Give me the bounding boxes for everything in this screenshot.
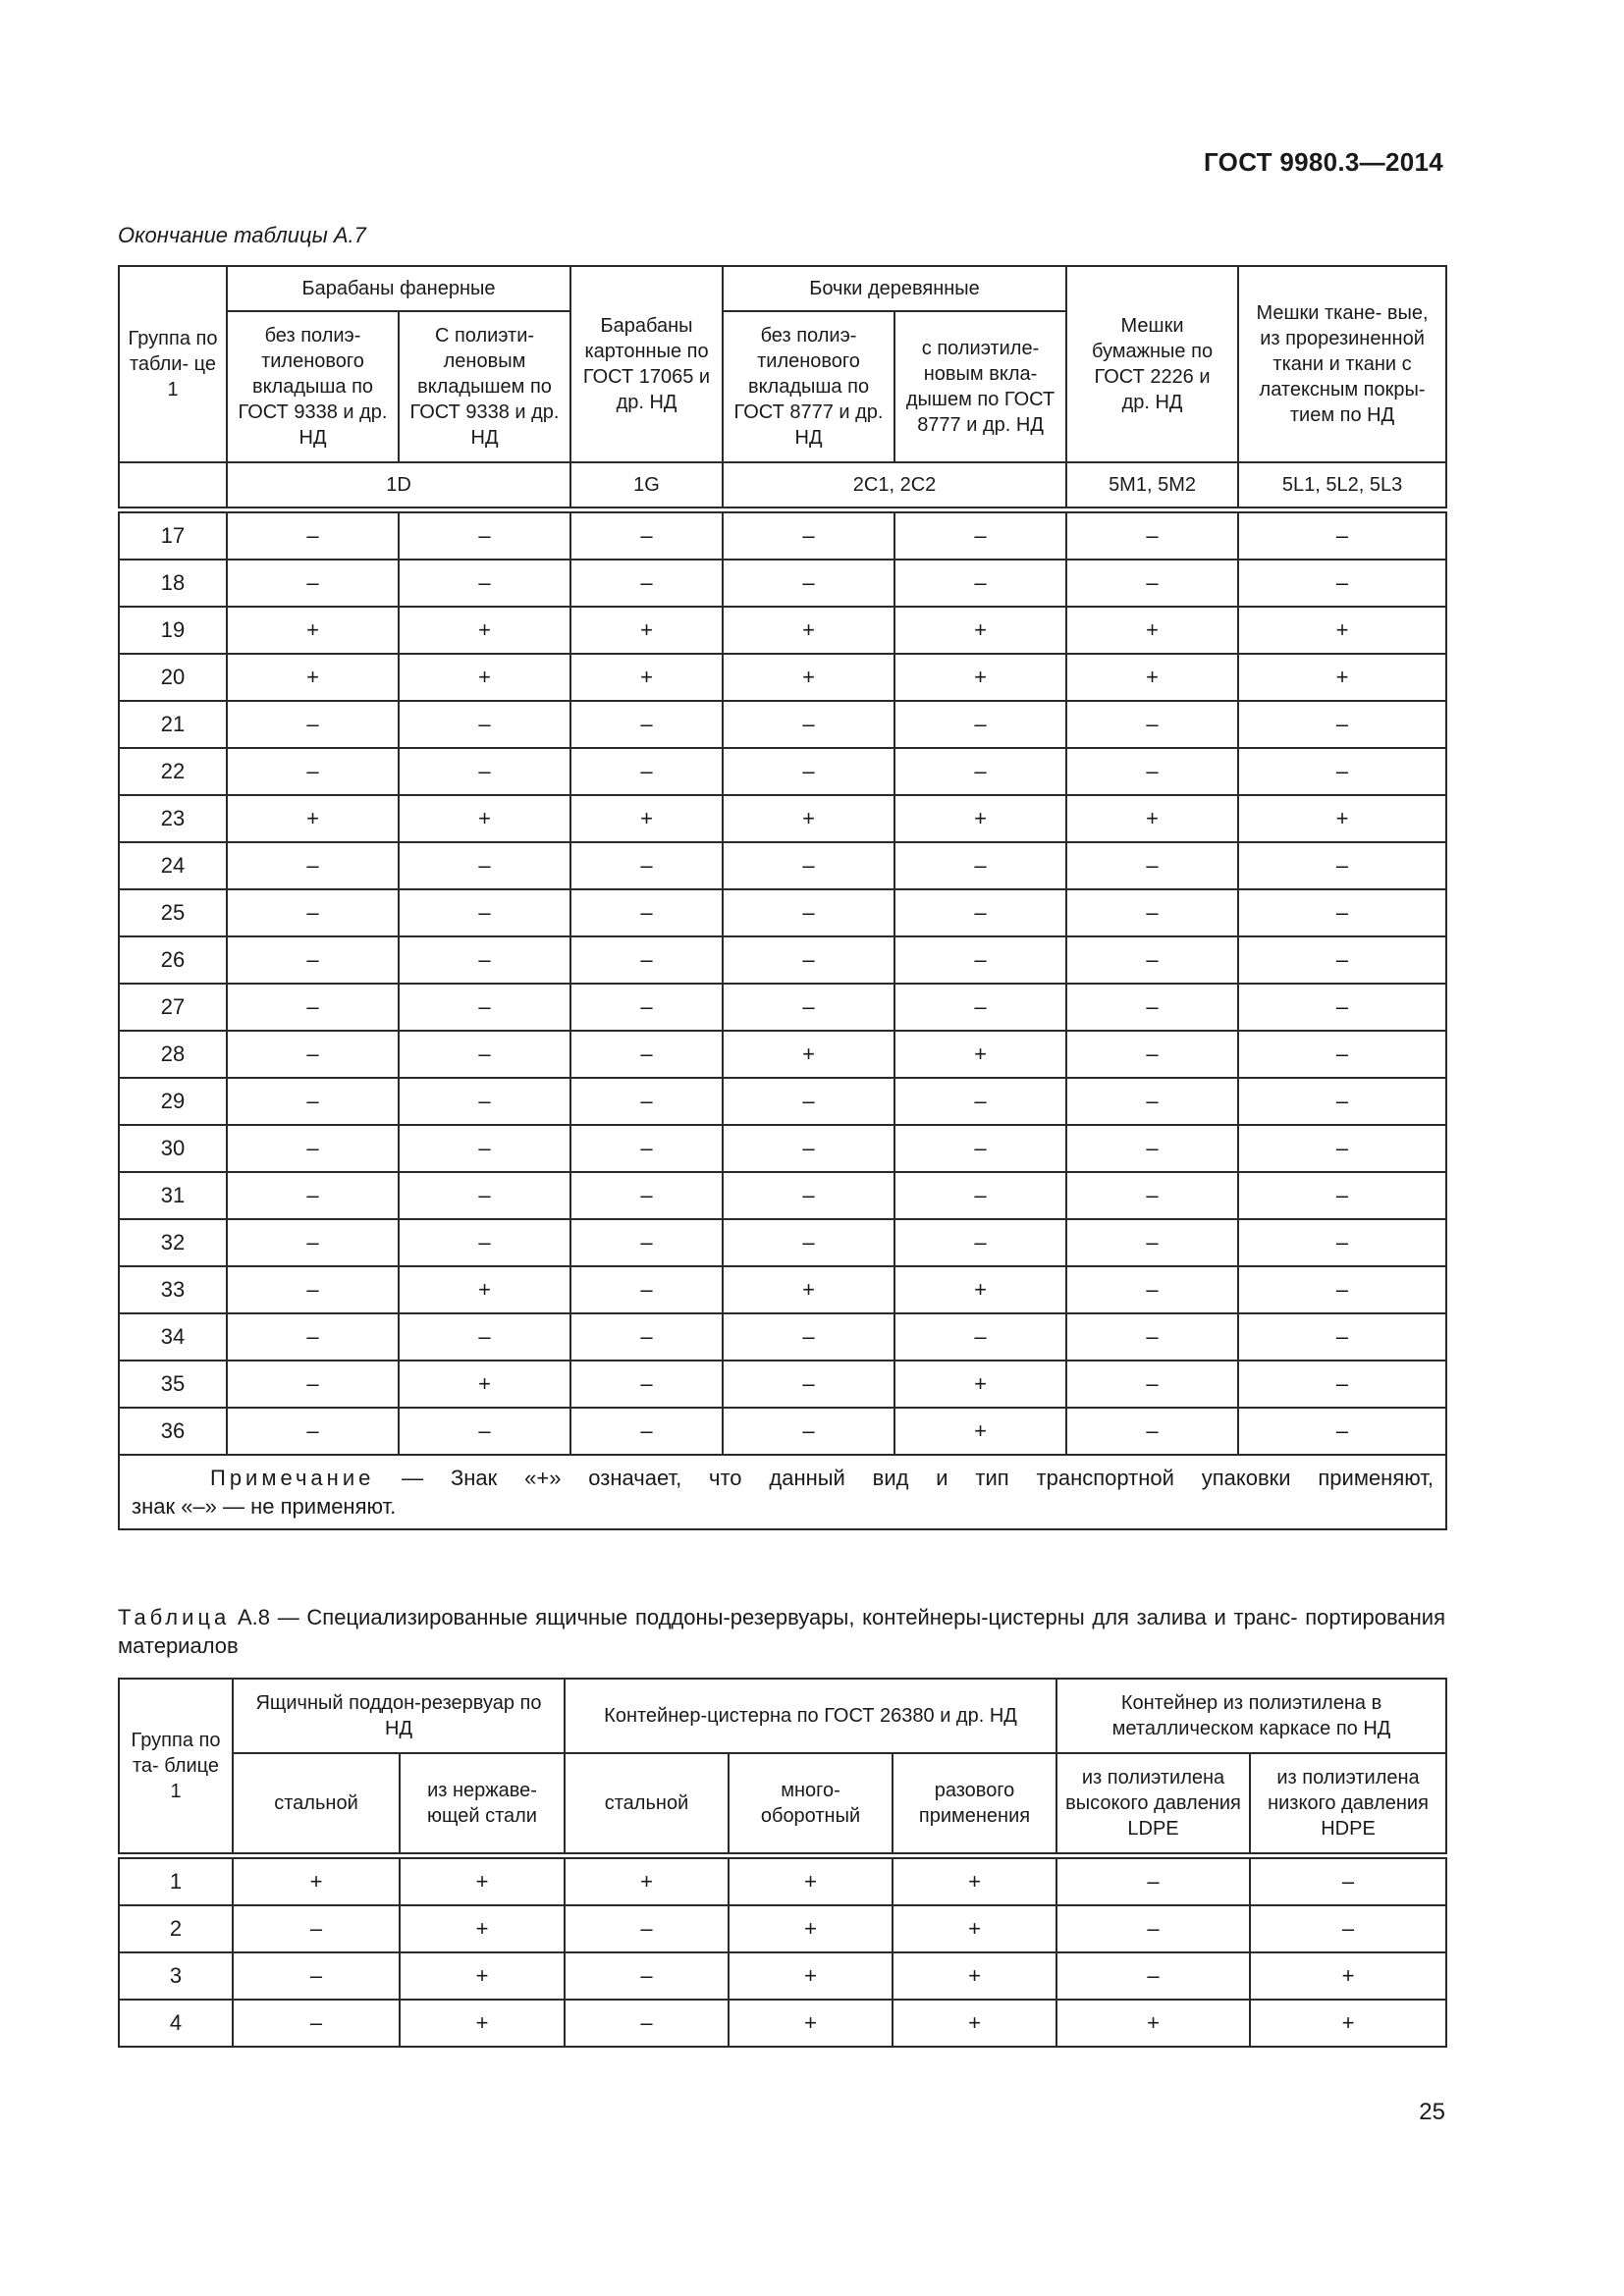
applicability-cell: + [570, 607, 723, 654]
applicability-cell: – [570, 701, 723, 748]
applicability-cell: – [570, 512, 723, 560]
page-number: 25 [1419, 2099, 1445, 2125]
applicability-cell: + [1238, 795, 1446, 842]
applicability-cell: – [723, 889, 894, 936]
code-cardboard: 1G [570, 462, 723, 507]
applicability-cell: – [1238, 512, 1446, 560]
applicability-cell: + [399, 607, 570, 654]
applicability-cell: – [1066, 1219, 1238, 1266]
col-group-poly-container: Контейнер из полиэтилена в металлическом каркасе по НД [1056, 1679, 1446, 1753]
applicability-cell: – [227, 701, 399, 748]
applicability-cell: – [399, 1172, 570, 1219]
table-row [119, 1266, 1446, 1313]
col-group-wooden-barrels: Бочки деревянные [723, 266, 1066, 311]
applicability-cell: + [723, 795, 894, 842]
note-text-line1: — Знак «+» означает, что данный вид и тип транспортной упаковки применяют, [402, 1466, 1435, 1490]
applicability-cell: + [893, 1858, 1056, 1905]
applicability-cell: – [723, 1408, 894, 1455]
applicability-cell: – [570, 889, 723, 936]
applicability-cell: + [723, 654, 894, 701]
applicability-cell: – [227, 1266, 399, 1313]
applicability-cell: – [723, 512, 894, 560]
applicability-cell: – [570, 1219, 723, 1266]
applicability-cell: – [723, 1313, 894, 1361]
applicability-cell: – [894, 1125, 1066, 1172]
applicability-cell: – [570, 1408, 723, 1455]
applicability-cell: + [893, 1905, 1056, 1952]
group-number-cell: 22 [119, 748, 227, 795]
applicability-cell: + [399, 1266, 570, 1313]
applicability-cell: – [227, 889, 399, 936]
applicability-cell: – [894, 701, 1066, 748]
applicability-cell: – [894, 889, 1066, 936]
applicability-cell: – [723, 1125, 894, 1172]
table-row [119, 1172, 1446, 1219]
applicability-cell: – [570, 1078, 723, 1125]
applicability-cell: – [1066, 1078, 1238, 1125]
applicability-cell: + [729, 2000, 893, 2047]
group-number-cell: 3 [119, 1952, 233, 2000]
applicability-cell: – [1056, 1905, 1250, 1952]
applicability-cell: – [1238, 701, 1446, 748]
group-number-cell: 34 [119, 1313, 227, 1361]
applicability-cell: – [723, 1172, 894, 1219]
applicability-cell: + [1250, 2000, 1446, 2047]
applicability-cell: + [1056, 2000, 1250, 2047]
applicability-cell: + [570, 654, 723, 701]
applicability-cell: – [1238, 1031, 1446, 1078]
table-a8-body [119, 1858, 1446, 2047]
applicability-cell: – [1238, 1125, 1446, 1172]
applicability-cell: + [893, 2000, 1056, 2047]
applicability-cell: – [570, 1361, 723, 1408]
applicability-cell: – [723, 936, 894, 984]
group-number-cell: 19 [119, 607, 227, 654]
table-row [119, 607, 1446, 654]
sub-steel-pallet: стальной [233, 1753, 400, 1853]
applicability-cell: – [1238, 984, 1446, 1031]
table-a8-caption-text: А.8 — Специализированные ящичные поддоны-резервуары, контейнеры-цистерны для залива и транс- портирования материалов [118, 1605, 1445, 1658]
table-row [119, 1313, 1446, 1361]
table-row [119, 1858, 1446, 1905]
table-row [119, 1408, 1446, 1455]
table-row [119, 1219, 1446, 1266]
table-row [119, 1361, 1446, 1408]
table-row [119, 1952, 1446, 2000]
applicability-cell: – [723, 701, 894, 748]
applicability-cell: + [894, 607, 1066, 654]
col-group-plywood-drums: Барабаны фанерные [227, 266, 570, 311]
applicability-cell: – [227, 1125, 399, 1172]
group-number-cell: 21 [119, 701, 227, 748]
applicability-cell: – [1238, 560, 1446, 607]
col-cardboard-drums: Барабаны картонные по ГОСТ 17065 и др. НД [570, 266, 723, 462]
group-number-cell: 25 [119, 889, 227, 936]
applicability-cell: – [1238, 889, 1446, 936]
applicability-cell: + [729, 1952, 893, 2000]
applicability-cell: + [227, 795, 399, 842]
applicability-cell: + [894, 654, 1066, 701]
applicability-cell: – [227, 512, 399, 560]
applicability-cell: – [1056, 1952, 1250, 2000]
applicability-cell: + [565, 1858, 729, 1905]
applicability-cell: – [227, 560, 399, 607]
applicability-cell: – [565, 2000, 729, 2047]
table-row [119, 936, 1446, 984]
applicability-cell: – [1238, 1219, 1446, 1266]
applicability-cell: + [400, 2000, 565, 2047]
sub-ldpe: из полиэтилена высокого давления LDPE [1056, 1753, 1250, 1853]
applicability-cell: – [227, 842, 399, 889]
applicability-cell: – [399, 1219, 570, 1266]
table-row [119, 889, 1446, 936]
applicability-cell: – [1238, 748, 1446, 795]
applicability-cell: – [1066, 512, 1238, 560]
applicability-cell: – [570, 1172, 723, 1219]
applicability-cell: – [723, 1078, 894, 1125]
applicability-cell: – [1066, 1031, 1238, 1078]
table-a7-caption: Окончание таблицы А.7 [118, 223, 366, 247]
table-row [119, 560, 1446, 607]
applicability-cell: – [227, 936, 399, 984]
applicability-cell: – [894, 560, 1066, 607]
group-number-cell: 27 [119, 984, 227, 1031]
applicability-cell: – [570, 1313, 723, 1361]
applicability-cell: – [399, 842, 570, 889]
code-plywood: 1D [227, 462, 570, 507]
group-number-cell: 4 [119, 2000, 233, 2047]
applicability-cell: + [1238, 607, 1446, 654]
applicability-cell: – [227, 1172, 399, 1219]
applicability-cell: – [570, 1125, 723, 1172]
applicability-cell: + [570, 795, 723, 842]
applicability-cell: – [894, 1313, 1066, 1361]
applicability-cell: – [399, 984, 570, 1031]
table-a7-note [119, 1455, 1446, 1529]
sub-stainless-pallet: из нержаве- ющей стали [400, 1753, 565, 1853]
applicability-cell: + [723, 1266, 894, 1313]
sub-hdpe: из полиэтилена низкого давления HDPE [1250, 1753, 1446, 1853]
table-row [119, 984, 1446, 1031]
applicability-cell: – [399, 1408, 570, 1455]
applicability-cell: – [233, 1952, 400, 2000]
applicability-cell: – [570, 842, 723, 889]
group-number-cell: 26 [119, 936, 227, 984]
applicability-cell: – [227, 1219, 399, 1266]
sub-reusable-tank: много- оборотный [729, 1753, 893, 1853]
group-number-cell: 29 [119, 1078, 227, 1125]
group-number-cell: 24 [119, 842, 227, 889]
group-number-cell: 32 [119, 1219, 227, 1266]
applicability-cell: + [894, 795, 1066, 842]
applicability-cell: – [399, 512, 570, 560]
applicability-cell: – [1066, 748, 1238, 795]
applicability-cell: – [399, 889, 570, 936]
applicability-cell: – [1238, 1078, 1446, 1125]
applicability-cell: + [399, 654, 570, 701]
applicability-cell: – [233, 1905, 400, 1952]
applicability-cell: + [1066, 795, 1238, 842]
applicability-cell: – [723, 842, 894, 889]
sub-steel-tank: стальной [565, 1753, 729, 1853]
applicability-cell: – [723, 1219, 894, 1266]
col-group-tank-container: Контейнер-цистерна по ГОСТ 26380 и др. НД [565, 1679, 1056, 1753]
applicability-cell: – [1066, 1361, 1238, 1408]
table-row [119, 1031, 1446, 1078]
applicability-cell: – [1066, 984, 1238, 1031]
applicability-cell: – [227, 1361, 399, 1408]
group-number-cell: 17 [119, 512, 227, 560]
applicability-cell: + [729, 1858, 893, 1905]
applicability-cell: + [894, 1031, 1066, 1078]
applicability-cell: + [1238, 654, 1446, 701]
applicability-cell: – [894, 936, 1066, 984]
sub-plywood-no-liner: без полиэ- тиленового вкладыша по ГОСТ 9338 и др. НД [227, 311, 399, 462]
group-number-cell: 31 [119, 1172, 227, 1219]
applicability-cell: + [893, 1952, 1056, 2000]
applicability-cell: – [1066, 1408, 1238, 1455]
group-number-cell: 28 [119, 1031, 227, 1078]
applicability-cell: – [1238, 936, 1446, 984]
applicability-cell: – [227, 1408, 399, 1455]
applicability-cell: – [1056, 1858, 1250, 1905]
applicability-cell: – [723, 748, 894, 795]
applicability-cell: – [1238, 1172, 1446, 1219]
applicability-cell: – [1250, 1905, 1446, 1952]
table-a8-caption [118, 1603, 1445, 1660]
applicability-cell: – [233, 2000, 400, 2047]
group-number-cell: 23 [119, 795, 227, 842]
applicability-cell: – [894, 984, 1066, 1031]
applicability-cell: + [399, 795, 570, 842]
applicability-cell: – [565, 1905, 729, 1952]
code-cell-empty [119, 462, 227, 507]
applicability-cell: + [1250, 1952, 1446, 2000]
applicability-cell: – [227, 1031, 399, 1078]
applicability-cell: – [570, 560, 723, 607]
sub-wood-liner: с полиэтиле- новым вкла- дышем по ГОСТ 8777 и др. НД [894, 311, 1066, 462]
table-row [119, 2000, 1446, 2047]
applicability-cell: – [399, 936, 570, 984]
code-fabric: 5L1, 5L2, 5L3 [1238, 462, 1446, 507]
col-paper-bags: Мешки бумажные по ГОСТ 2226 и др. НД [1066, 266, 1238, 462]
note-text-line2: знак «–» — не применяют. [132, 1494, 397, 1519]
col-fabric-bags: Мешки ткане- вые, из прорезиненной ткани и ткани с латексным покры- тием по НД [1238, 266, 1446, 462]
sub-wood-no-liner: без полиэ- тиленового вкладыша по ГОСТ 8777 и др. НД [723, 311, 894, 462]
table-row [119, 512, 1446, 560]
applicability-cell: – [1238, 1266, 1446, 1313]
applicability-cell: + [894, 1266, 1066, 1313]
group-number-cell: 1 [119, 1858, 233, 1905]
applicability-cell: – [723, 560, 894, 607]
applicability-cell: – [399, 1031, 570, 1078]
table-a8-caption-label: Таблица [118, 1605, 231, 1629]
applicability-cell: – [894, 1172, 1066, 1219]
applicability-cell: – [1238, 1408, 1446, 1455]
sub-plywood-liner: С полиэти- леновым вкладышем по ГОСТ 9338 и др. НД [399, 311, 570, 462]
group-number-cell: 20 [119, 654, 227, 701]
applicability-cell: – [565, 1952, 729, 2000]
applicability-cell: + [1066, 607, 1238, 654]
table-row [119, 842, 1446, 889]
group-number-cell: 30 [119, 1125, 227, 1172]
applicability-cell: – [399, 560, 570, 607]
applicability-cell: – [570, 1031, 723, 1078]
document-number: ГОСТ 9980.3—2014 [1203, 147, 1443, 177]
sub-single-use-tank: разового применения [893, 1753, 1056, 1853]
applicability-cell: – [1066, 560, 1238, 607]
applicability-cell: – [894, 512, 1066, 560]
group-number-cell: 36 [119, 1408, 227, 1455]
applicability-cell: – [399, 1313, 570, 1361]
applicability-cell: – [723, 984, 894, 1031]
applicability-cell: – [1066, 1313, 1238, 1361]
applicability-cell: – [570, 748, 723, 795]
table-row [119, 795, 1446, 842]
applicability-cell: – [1066, 1125, 1238, 1172]
group-column-header: Группа по табли- це 1 [119, 266, 227, 462]
applicability-cell: – [570, 1266, 723, 1313]
applicability-cell: – [1066, 936, 1238, 984]
col-group-box-pallet: Ящичный поддон-резервуар по НД [233, 1679, 565, 1753]
applicability-cell: – [1066, 1172, 1238, 1219]
applicability-cell: + [400, 1858, 565, 1905]
applicability-cell: + [723, 607, 894, 654]
applicability-cell: + [227, 654, 399, 701]
applicability-cell: + [399, 1361, 570, 1408]
applicability-cell: – [227, 1313, 399, 1361]
applicability-cell: + [400, 1952, 565, 2000]
applicability-cell: + [400, 1905, 565, 1952]
applicability-cell: – [399, 1078, 570, 1125]
applicability-cell: + [723, 1031, 894, 1078]
applicability-cell: – [399, 701, 570, 748]
applicability-cell: + [894, 1361, 1066, 1408]
group-number-cell: 18 [119, 560, 227, 607]
table-a8 [118, 1678, 1447, 2048]
group-number-cell: 33 [119, 1266, 227, 1313]
group-number-cell: 35 [119, 1361, 227, 1408]
table-row [119, 1078, 1446, 1125]
applicability-cell: – [1238, 1313, 1446, 1361]
applicability-cell: – [399, 1125, 570, 1172]
applicability-cell: – [399, 748, 570, 795]
applicability-cell: + [729, 1905, 893, 1952]
applicability-cell: + [233, 1858, 400, 1905]
applicability-cell: – [1250, 1858, 1446, 1905]
applicability-cell: – [723, 1361, 894, 1408]
applicability-cell: + [227, 607, 399, 654]
applicability-cell: – [894, 842, 1066, 889]
table-row [119, 748, 1446, 795]
code-wood: 2C1, 2C2 [723, 462, 1066, 507]
applicability-cell: + [1066, 654, 1238, 701]
applicability-cell: – [1238, 1361, 1446, 1408]
applicability-cell: – [1066, 701, 1238, 748]
table-a7 [118, 265, 1447, 1530]
applicability-cell: – [227, 748, 399, 795]
group-column-header: Группа по та- блице 1 [119, 1679, 233, 1853]
applicability-cell: – [570, 984, 723, 1031]
applicability-cell: – [894, 1078, 1066, 1125]
group-number-cell: 2 [119, 1905, 233, 1952]
table-row [119, 1905, 1446, 1952]
applicability-cell: + [894, 1408, 1066, 1455]
code-paper: 5M1, 5M2 [1066, 462, 1238, 507]
applicability-cell: – [227, 984, 399, 1031]
applicability-cell: – [570, 936, 723, 984]
applicability-cell: – [1238, 842, 1446, 889]
applicability-cell: – [227, 1078, 399, 1125]
applicability-cell: – [1066, 1266, 1238, 1313]
applicability-cell: – [1066, 889, 1238, 936]
applicability-cell: – [894, 1219, 1066, 1266]
table-row [119, 654, 1446, 701]
applicability-cell: – [1066, 842, 1238, 889]
applicability-cell: – [894, 748, 1066, 795]
table-row [119, 701, 1446, 748]
note-label: Примечание [210, 1466, 375, 1490]
table-row [119, 1125, 1446, 1172]
table-a7-body [119, 512, 1446, 1455]
